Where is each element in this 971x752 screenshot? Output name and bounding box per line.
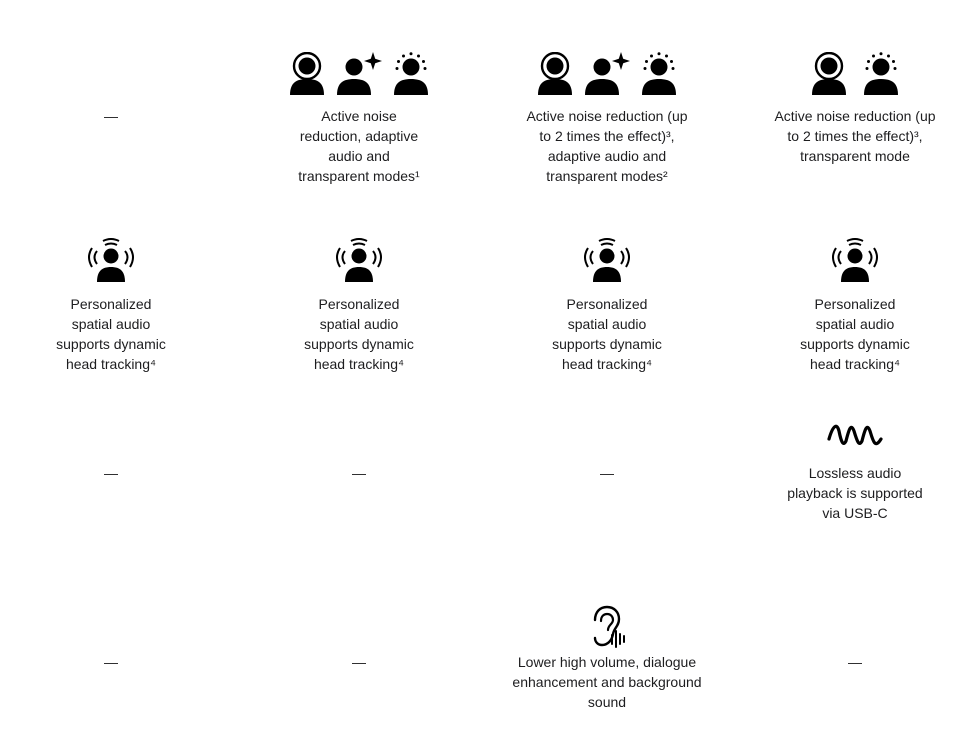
- hearing-cell-4: [755, 652, 955, 672]
- hearing-cell-2: [259, 652, 459, 672]
- lossless-icons: [755, 419, 955, 453]
- spatial-audio-icon: [832, 238, 878, 282]
- lossless-audio-cell-3: [507, 463, 707, 483]
- noise-icons: [755, 52, 955, 96]
- adaptive-audio-icon: [584, 52, 630, 96]
- lossless-audio-label: Lossless audio playback is supported via USB-C: [787, 465, 923, 521]
- noise-control-cell-1: [11, 106, 211, 126]
- noise-control-cell-2: [259, 52, 459, 186]
- noise-icons: [259, 52, 459, 96]
- noise-control-label: Active noise reduction (up to 2 times the effect)³, adaptive audio and transparent modes²: [526, 108, 688, 184]
- empty-dash: —: [104, 108, 118, 124]
- hearing-protection-icon: [587, 604, 627, 648]
- empty-dash: —: [104, 654, 118, 670]
- noise-icons: [507, 52, 707, 96]
- spatial-icons: [11, 238, 211, 282]
- empty-dash: —: [352, 465, 366, 481]
- hearing-icons: [507, 604, 707, 648]
- adaptive-audio-icon: [336, 52, 382, 96]
- noise-control-cell-3: [507, 52, 707, 186]
- spatial-audio-cell-1: [11, 238, 211, 374]
- spatial-audio-cell-4: [755, 238, 955, 374]
- lossless-audio-cell-4: [755, 419, 955, 523]
- spatial-icons: [755, 238, 955, 282]
- spatial-icons: [507, 238, 707, 282]
- spatial-audio-label: Personalized spatial audio supports dynamic head tracking⁴: [56, 296, 166, 372]
- spatial-audio-icon: [336, 238, 382, 282]
- transparency-mode-icon: [636, 52, 682, 96]
- noise-cancellation-icon: [532, 52, 578, 96]
- noise-control-label: Active noise reduction (up to 2 times the effect)³, transparent mode: [774, 108, 936, 164]
- empty-dash: —: [848, 654, 862, 670]
- lossless-audio-icon: [827, 419, 883, 453]
- empty-dash: —: [104, 465, 118, 481]
- noise-cancellation-icon: [806, 52, 852, 96]
- hearing-cell-1: [11, 652, 211, 672]
- spatial-audio-label: Personalized spatial audio supports dynamic head tracking⁴: [552, 296, 662, 372]
- noise-control-cell-4: [755, 52, 955, 166]
- lossless-audio-cell-2: [259, 463, 459, 483]
- spatial-audio-cell-3: [507, 238, 707, 374]
- lossless-audio-cell-1: [11, 463, 211, 483]
- transparency-mode-icon: [858, 52, 904, 96]
- spatial-audio-label: Personalized spatial audio supports dynamic head tracking⁴: [304, 296, 414, 372]
- transparency-mode-icon: [388, 52, 434, 96]
- hearing-label: Lower high volume, dialogue enhancement and background sound: [512, 654, 702, 710]
- hearing-cell-3: [507, 604, 707, 712]
- spatial-audio-label: Personalized spatial audio supports dynamic head tracking⁴: [800, 296, 910, 372]
- empty-dash: —: [352, 654, 366, 670]
- spatial-audio-icon: [88, 238, 134, 282]
- noise-cancellation-icon: [284, 52, 330, 96]
- spatial-icons: [259, 238, 459, 282]
- empty-dash: —: [600, 465, 614, 481]
- spatial-audio-icon: [584, 238, 630, 282]
- spatial-audio-cell-2: [259, 238, 459, 374]
- noise-control-label: Active noise reduction, adaptive audio and transparent modes¹: [298, 108, 420, 184]
